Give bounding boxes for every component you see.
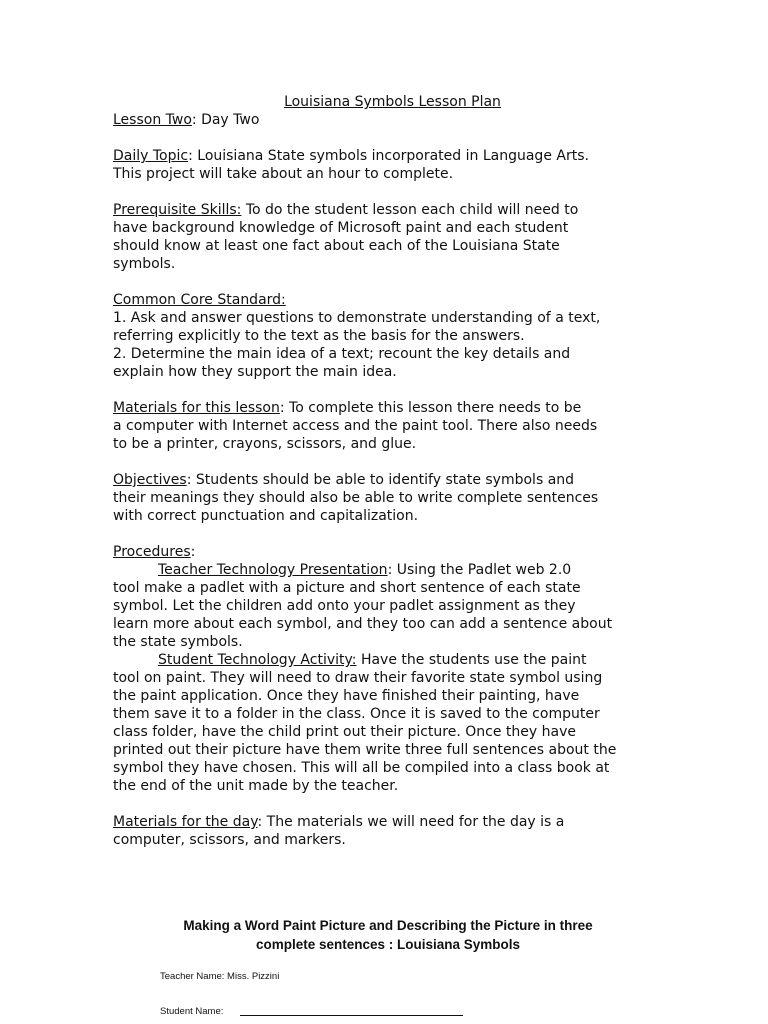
prerequisite-skills: Prerequisite Skills: To do the student lesson each child will need to have background knowledge of Microsoft paint and each student should know at least one fact about each of the Louisiana State symbols. [113,202,579,272]
prerequisite-label: Prerequisite Skills: [113,202,242,218]
teacher-name: Teacher Name: Miss. Pizzini [160,971,280,982]
objectives-label: Objectives [113,472,187,488]
lesson-value: : Day Two [191,112,260,128]
student-technology-activity: Student Technology Activity: Have the students use the paint tool on paint. They will need to draw their favorite state symbol using the paint application. Once they have finished their painting, have them save it to a folder in the class. Once it is saved to the computer class folder, have the child print out their picture. Once they have printed out their picture have them write three full sentences about the symbol they have chosen. This will all be compiled into a class book at the end of the unit made by the teacher. [113,652,617,794]
student-name-line [240,1015,463,1016]
daily-topic: Daily Topic: Louisiana State symbols incorporated in Language Arts. This project will take about an hour to complete. [113,148,589,182]
materials-for-lesson: Materials for this lesson: To complete this lesson there needs to be a computer with Internet access and the paint tool. There also needs to be a printer, crayons, scissors, and glue. [113,400,598,452]
daily-topic-label: Daily Topic [113,148,189,164]
objectives: Objectives: Students should be able to identify state symbols and their meanings they should also be able to write complete sentences with correct punctuation and capitalization. [113,472,599,524]
teacher-technology-presentation: Teacher Technology Presentation: Using the Padlet web 2.0 tool make a padlet with a picture and short sentence of each state symbol. Let the children add onto your padlet assignment as they learn more about each symbol, and they too can add a sentence about the state symbols. [113,562,613,650]
student-tech-label: Student Technology Activity: [158,652,357,668]
procedures-label: Procedures [113,544,191,560]
lesson-label: Lesson Two [113,112,192,128]
common-core-label: Common Core Standard: [113,292,286,308]
materials-lesson-label: Materials for this lesson [113,400,280,416]
procedures: Procedures: [113,544,196,560]
materials-for-day: Materials for the day: The materials we will need for the day is a computer, scissors, and markers. [113,814,565,848]
lesson-line [113,111,658,129]
page-title: Louisiana Symbols Lesson Plan [284,94,501,110]
materials-day-label: Materials for the day [113,814,258,830]
common-core-standard: Common Core Standard: 1. Ask and answer questions to demonstrate understanding of a text, referring explicitly to the text as the basis for the answers. 2. Determine the main idea of a text; recount the key details and explain how they support the main idea. [113,292,601,380]
rubric-title: Making a Word Paint Picture and Describing the Picture in three complete sentences : Louisiana Symbols [183,918,593,952]
student-name-label: Student Name: [160,1006,224,1017]
teacher-tech-label: Teacher Technology Presentation [158,562,388,578]
lesson-plan-body [113,93,658,849]
